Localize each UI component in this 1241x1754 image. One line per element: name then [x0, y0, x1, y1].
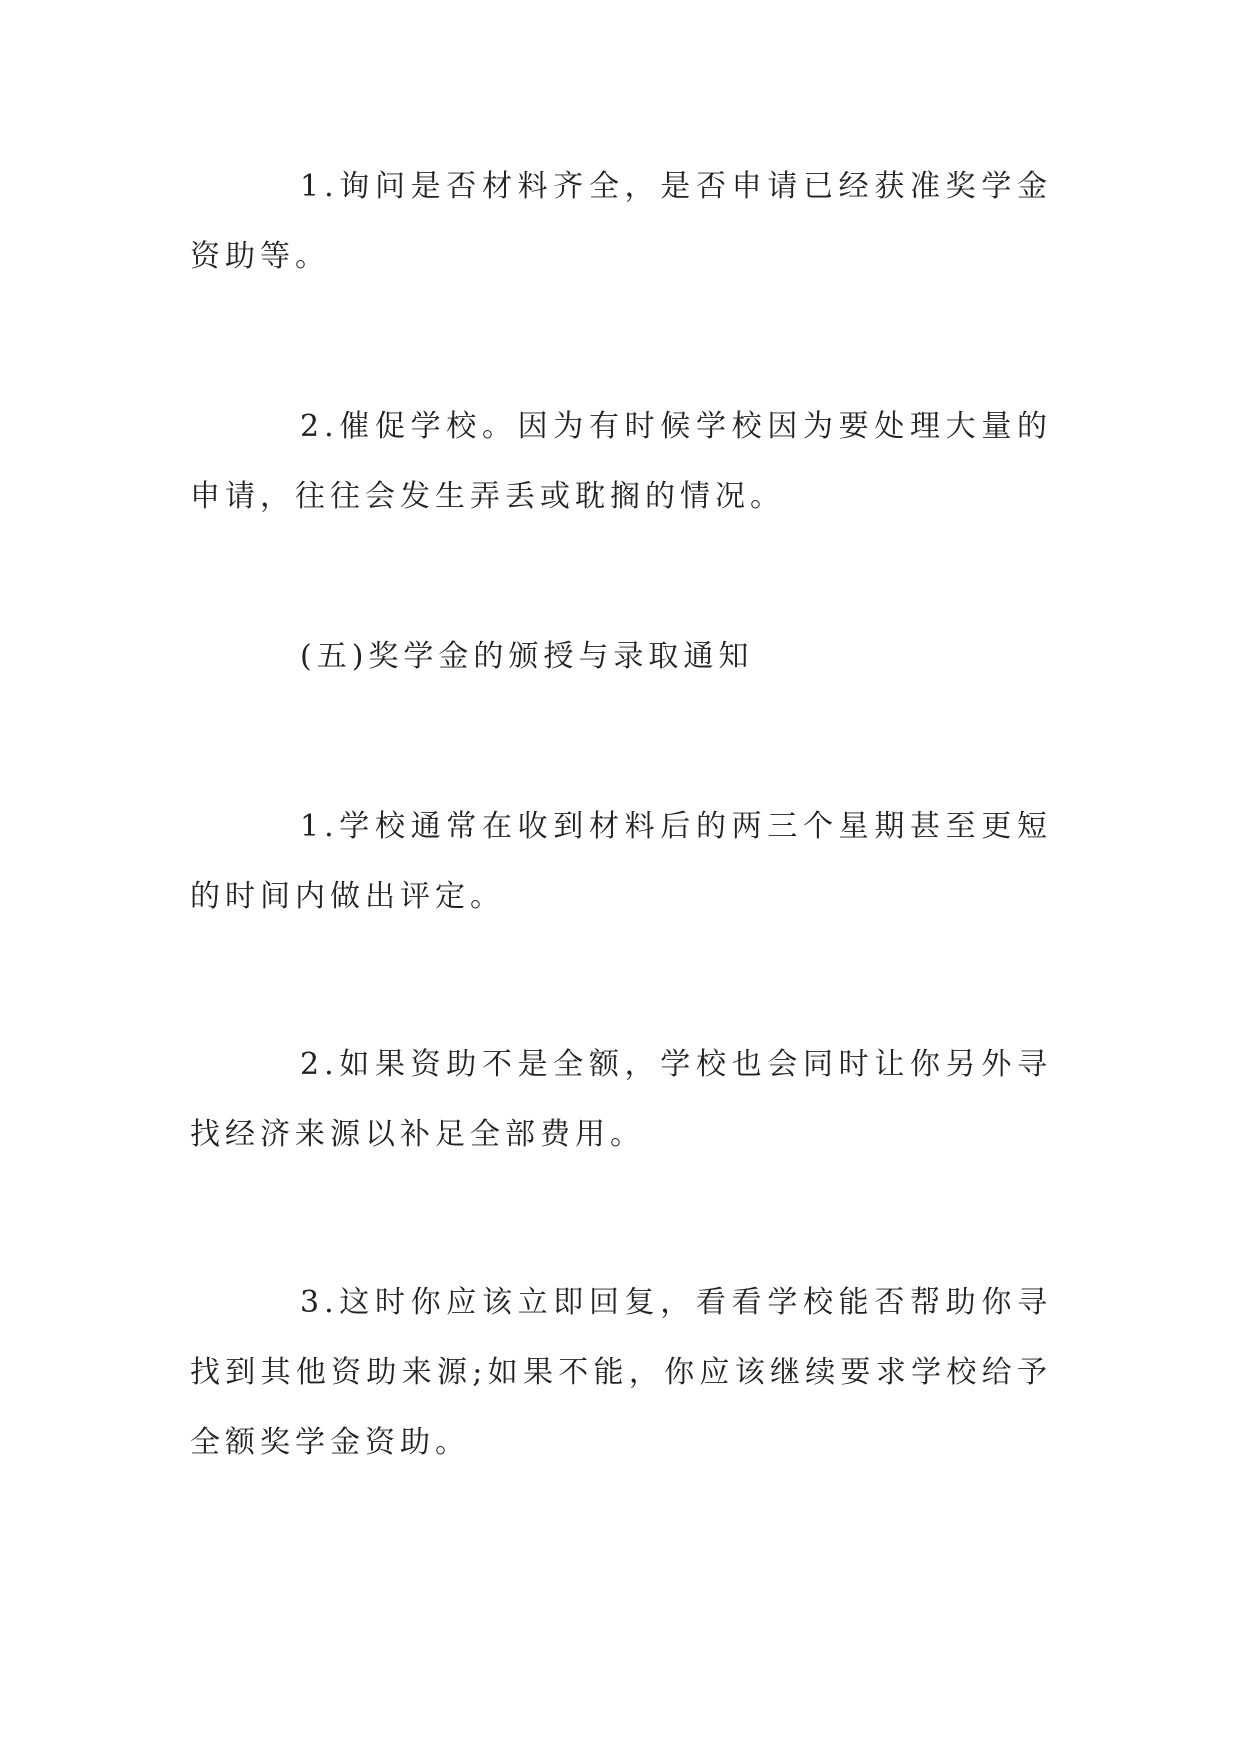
paragraph-2: 2.催促学校。因为有时候学校因为要处理大量的申请，往往会发生弄丢或耽搁的情况。	[190, 409, 1052, 514]
paragraph-3: 1.学校通常在收到材料后的两三个星期甚至更短的时间内做出评定。	[190, 809, 1052, 914]
paragraph-1: 1.询问是否材料齐全，是否申请已经获准奖学金资助等。	[190, 169, 1052, 274]
section-heading: (五)奖学金的颁授与录取通知	[300, 639, 754, 674]
paragraph-4: 2.如果资助不是全额，学校也会同时让你另外寻找经济来源以补足全部费用。	[190, 1047, 1052, 1152]
paragraph-5: 3.这时你应该立即回复，看看学校能否帮助你寻找到其他资助来源;如果不能，你应该继续要求学校给予全额奖学金资助。	[190, 1285, 1052, 1460]
